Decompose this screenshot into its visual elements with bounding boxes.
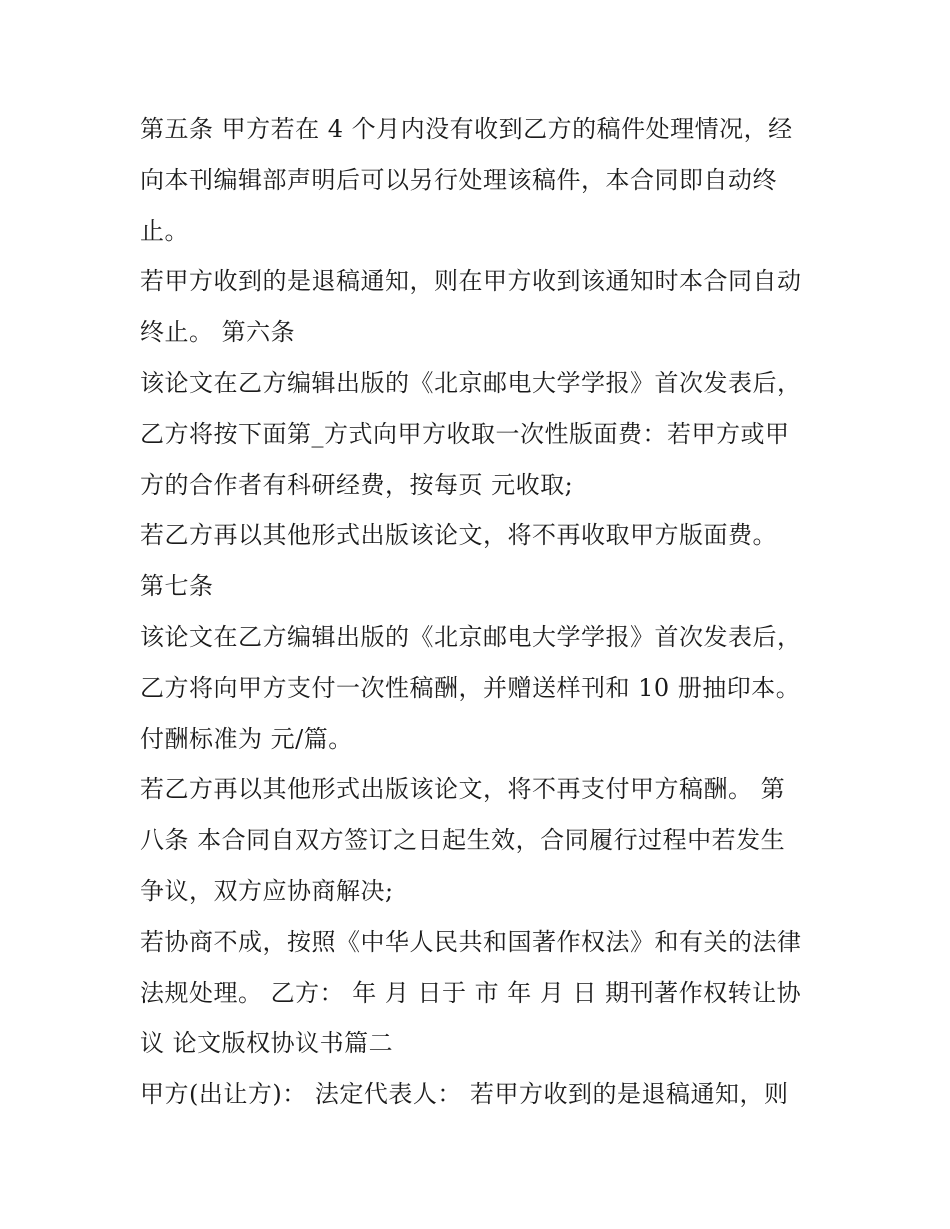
text-line-2: 向本刊编辑部声明后可以另行处理该稿件，本合同即自动终 [140,166,777,194]
text-line-16: 争议，双方应协商解决; [140,877,394,905]
text-line-6: 该论文在乙方编辑出版的《北京邮电大学学报》首次发表后， [140,369,802,397]
text-line-11: 该论文在乙方编辑出版的《北京邮电大学学报》首次发表后， [140,623,802,651]
text-line-10: 第七条 [140,572,214,600]
text-line-20: 甲方(出让方)： 法定代表人： 若甲方收到的是退稿通知，则 [140,1080,789,1108]
text-line-9: 若乙方再以其他形式出版该论文，将不再收取甲方版面费。 [140,521,777,549]
text-line-7: 乙方将按下面第_方式向甲方收取一次性版面费：若甲方或甲 [140,420,790,448]
text-line-18: 法规处理。 乙方： 年 月 日于 市 年 月 日 期刊著作权转让协 [140,979,802,1007]
text-line-5: 终止。 第六条 [140,318,296,346]
text-line-8: 方的合作者有科研经费，按每页 元收取; [140,471,574,499]
text-line-14: 若乙方再以其他形式出版该论文，将不再支付甲方稿酬。 第 [140,775,786,803]
text-line-13: 付酬标准为 元/篇。 [140,725,353,753]
text-line-1: 第五条 甲方若在 4 个月内没有收到乙方的稿件处理情况，经 [140,115,793,143]
text-line-15: 八条 本合同自双方签订之日起生效，合同履行过程中若发生 [140,826,786,854]
text-line-4: 若甲方收到的是退稿通知，则在甲方收到该通知时本合同自动 [140,267,802,295]
text-line-17: 若协商不成，按照《中华人民共和国著作权法》和有关的法律 [140,928,802,956]
text-line-19: 议 论文版权协议书篇二 [140,1029,394,1057]
text-line-3: 止。 [140,217,189,245]
text-line-12: 乙方将向甲方支付一次性稿酬，并赠送样刊和 10 册抽印本。 [140,674,801,702]
